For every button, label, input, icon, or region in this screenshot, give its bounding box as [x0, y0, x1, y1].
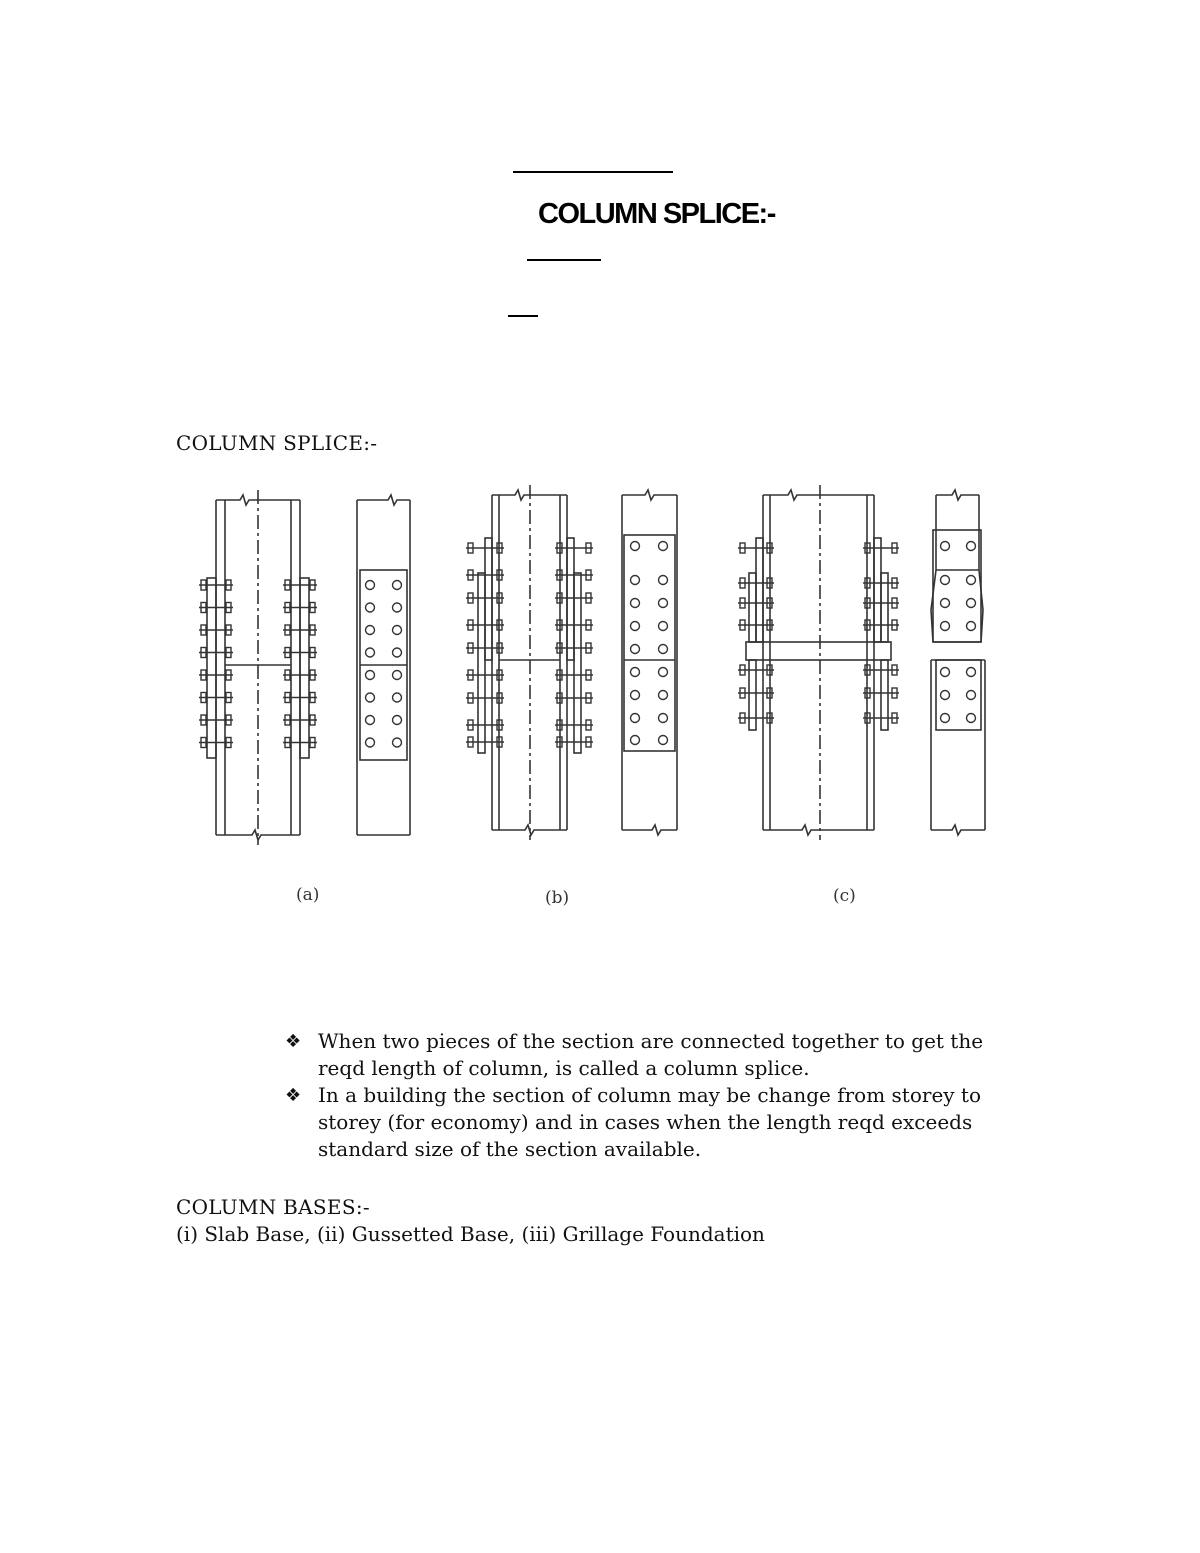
bolt-hole	[366, 738, 375, 747]
bolt-hole	[659, 668, 668, 677]
bolt-hole	[967, 599, 976, 608]
title-rule-small	[508, 315, 538, 317]
bullet-text: In a building the section of column may be change from storey to storey (for economy) and in cases when the length reqd exceeds standard size of the section available.	[318, 1083, 982, 1161]
bolt-hole	[941, 599, 950, 608]
bolt-hole	[631, 599, 640, 608]
bolt-hole	[659, 645, 668, 654]
bolt-hole	[366, 603, 375, 612]
bolt-hole	[631, 576, 640, 585]
bolt-hole	[967, 542, 976, 551]
bolt-hole	[631, 691, 640, 700]
bolt-hole	[659, 576, 668, 585]
column-bases-list: (i) Slab Base, (ii) Gussetted Base, (iii) Grillage Foundation	[176, 1222, 765, 1246]
title-rule-top	[513, 171, 673, 173]
bolt-hole	[659, 691, 668, 700]
bolt-hole	[393, 716, 402, 725]
bolt-hole	[659, 714, 668, 723]
bolt-hole	[631, 542, 640, 551]
bolt-hole	[967, 622, 976, 631]
bolt-hole	[941, 576, 950, 585]
bolt-hole	[366, 716, 375, 725]
bolt-hole	[631, 622, 640, 631]
title-rule-bottom	[527, 259, 601, 261]
bolt-hole	[659, 622, 668, 631]
bolt-hole	[631, 714, 640, 723]
bolt-hole	[393, 693, 402, 702]
bullet-list	[285, 1028, 1025, 1163]
bolt-hole	[659, 736, 668, 745]
bolt-hole	[967, 576, 976, 585]
section-heading-column-bases: COLUMN BASES:-	[176, 1195, 370, 1219]
column-splice-figure	[190, 480, 1020, 920]
bolt-hole	[393, 648, 402, 657]
bolt-hole	[659, 599, 668, 608]
bolt-hole	[393, 626, 402, 635]
bolt-hole	[967, 714, 976, 723]
bullet-text: When two pieces of the section are connected together to get the reqd length of column, is called a column splice.	[318, 1029, 984, 1080]
bolt-hole	[941, 542, 950, 551]
bolt-hole	[941, 668, 950, 677]
splice-c-side-view	[746, 485, 891, 840]
bolt-hole	[967, 691, 976, 700]
bolt-hole	[941, 714, 950, 723]
page-title: COLUMN SPLICE:-	[538, 198, 775, 230]
bolt-hole	[366, 626, 375, 635]
bolt-hole	[393, 581, 402, 590]
bolt-hole	[967, 668, 976, 677]
bolt-hole	[631, 736, 640, 745]
bolt-hole	[631, 668, 640, 677]
splice-a-front-view	[357, 495, 410, 835]
splice-c-front-view	[931, 490, 985, 835]
bolt-hole	[366, 671, 375, 680]
bolt-hole	[393, 671, 402, 680]
bolt-hole	[366, 581, 375, 590]
figure-label-c: (c)	[833, 886, 856, 906]
bullet-item	[285, 1082, 1025, 1163]
bolt-group	[199, 542, 976, 748]
splice-a-side-view	[207, 490, 309, 845]
bolt-hole	[393, 603, 402, 612]
diamond-bullet-icon: ❖	[285, 1031, 302, 1052]
bolt-hole	[366, 648, 375, 657]
bolt-hole	[941, 622, 950, 631]
bolt-hole	[393, 738, 402, 747]
bolt-hole	[631, 645, 640, 654]
figure-label-a: (a)	[296, 885, 320, 905]
bolt-hole	[659, 542, 668, 551]
splice-b-side-view	[478, 485, 581, 840]
diamond-bullet-icon: ❖	[285, 1085, 302, 1106]
figure-label-b: (b)	[545, 888, 570, 908]
bolt-hole	[366, 693, 375, 702]
bullet-item	[285, 1028, 1025, 1082]
splice-b-front-view	[622, 490, 677, 835]
section-heading-column-splice: COLUMN SPLICE:-	[176, 431, 378, 455]
bolt-hole	[941, 691, 950, 700]
